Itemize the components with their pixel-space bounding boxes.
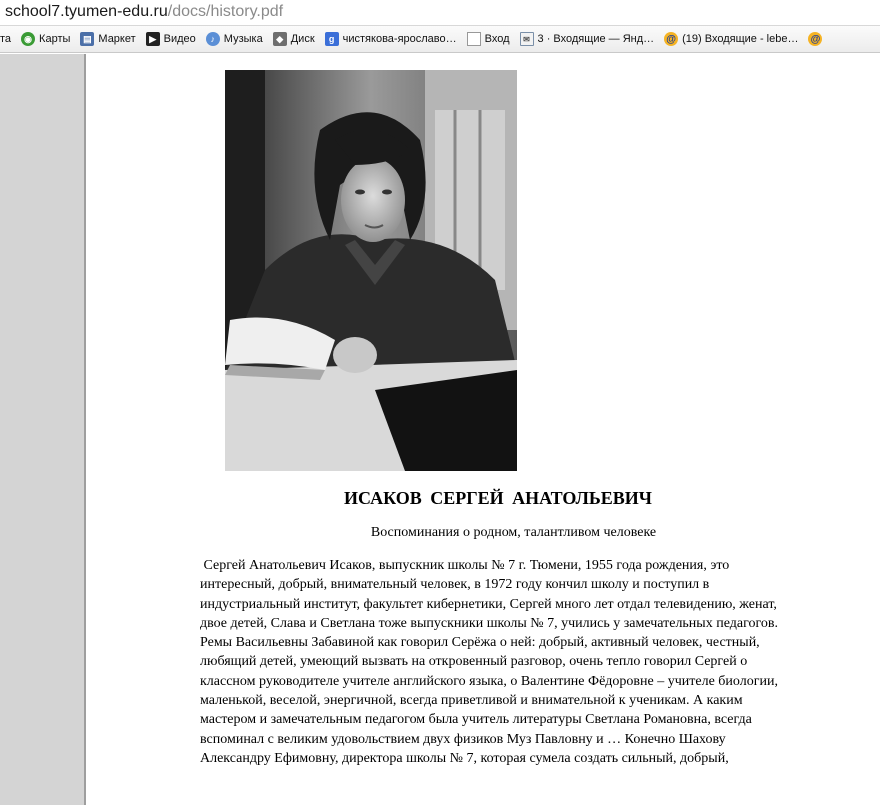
pdf-viewer (0, 54, 880, 805)
bookmark-label: Маркет (98, 33, 136, 45)
bookmark-market[interactable] (76, 28, 141, 50)
maps-icon: ◉ (21, 32, 35, 46)
document-icon (467, 32, 481, 46)
body-line: любящий детей, умеющий вызвать на откровенный разговор, очень тепло говорил Сергей о (200, 654, 748, 670)
body-line: Ремы Васильевны Забавиной как говорил Серёжа о ней: добрый, активный человек, честный, (200, 635, 760, 651)
url-path: /docs/history.pdf (167, 3, 284, 20)
bookmark-inbox[interactable] (660, 28, 804, 50)
portrait-photo (225, 70, 517, 471)
address-bar[interactable] (0, 0, 880, 26)
google-icon: g (325, 32, 339, 46)
bookmark-yandex-mail[interactable] (516, 28, 661, 50)
bookmark-overflow[interactable] (804, 28, 832, 50)
bookmark-label: Карты (39, 33, 71, 45)
bookmarks-bar (0, 26, 880, 53)
body-line: интересный, добрый, внимательный человек, в 1972 году кончил школу и поступил в (200, 577, 710, 593)
body-line: маленькой, веселой, энергичной, всегда приветливой и внимательной к ученикам. А каким (200, 693, 743, 709)
document-title: ИСАКОВ СЕРГЕЙ АНАТОЛЬЕВИЧ (344, 488, 652, 508)
bookmark-label: чистякова-ярославо… (342, 33, 457, 45)
bookmark-disk[interactable] (269, 28, 321, 50)
viewer-gutter (0, 54, 86, 805)
pdf-page (88, 54, 880, 805)
url-domain: school7.tyumen-edu.ru (5, 3, 168, 20)
bookmark-video[interactable] (142, 28, 202, 50)
bookmark-label: та (0, 33, 12, 45)
document-subtitle: Воспоминания о родном, талантливом человеке (370, 525, 657, 540)
at-sign-icon: @ (664, 32, 678, 46)
bookmark-maps[interactable] (17, 28, 76, 50)
video-icon: ▶ (146, 32, 160, 46)
body-line: вспоминал с великим удовольствием двух физиков Муз Павловну и … Конечно Шахову (200, 731, 726, 747)
body-line: классном руководителе учителе английского языка, о Валентине Фёдоровне – учителе биологии, (200, 673, 778, 689)
bookmark-label: (19) Входящие - lebe… (682, 33, 799, 45)
bookmark-login[interactable] (463, 28, 516, 50)
disk-icon: ◆ (273, 32, 287, 46)
market-icon: ▤ (80, 32, 94, 46)
bookmark-label: Музыка (223, 33, 263, 45)
bookmark-google[interactable] (321, 28, 463, 50)
document-body (200, 556, 820, 768)
body-line: мастером и замечательным педагогом была учитель литературы Светлана Романовна, всегда (200, 712, 752, 728)
bookmark-partial[interactable] (0, 28, 17, 50)
body-line: Александру Ефимовну, директора школы № 7, которая сумела создать сильный, добрый, (200, 750, 729, 766)
body-line: индустриальный институт, факультет кибернетики, Сергей много лет отдал телевидению, женат, (200, 596, 777, 612)
body-line: Сергей Анатольевич Исаков, выпускник школы № 7 г. Тюмени, 1955 года рождения, это (200, 558, 730, 573)
body-line: двое детей, Слава и Светлана тоже выпускники школы № 7, учились у замечательных педагогов. (200, 615, 778, 631)
bookmark-label: Видео (163, 33, 196, 45)
mail-icon: ✉ (520, 32, 534, 46)
bookmark-label: Диск (290, 33, 315, 45)
bookmark-music[interactable] (202, 28, 269, 50)
at-sign-icon: @ (808, 32, 822, 46)
bookmark-label: 3 · Входящие — Янд… (537, 33, 655, 45)
bookmark-label: Вход (484, 33, 510, 45)
music-icon: ♪ (206, 32, 220, 46)
